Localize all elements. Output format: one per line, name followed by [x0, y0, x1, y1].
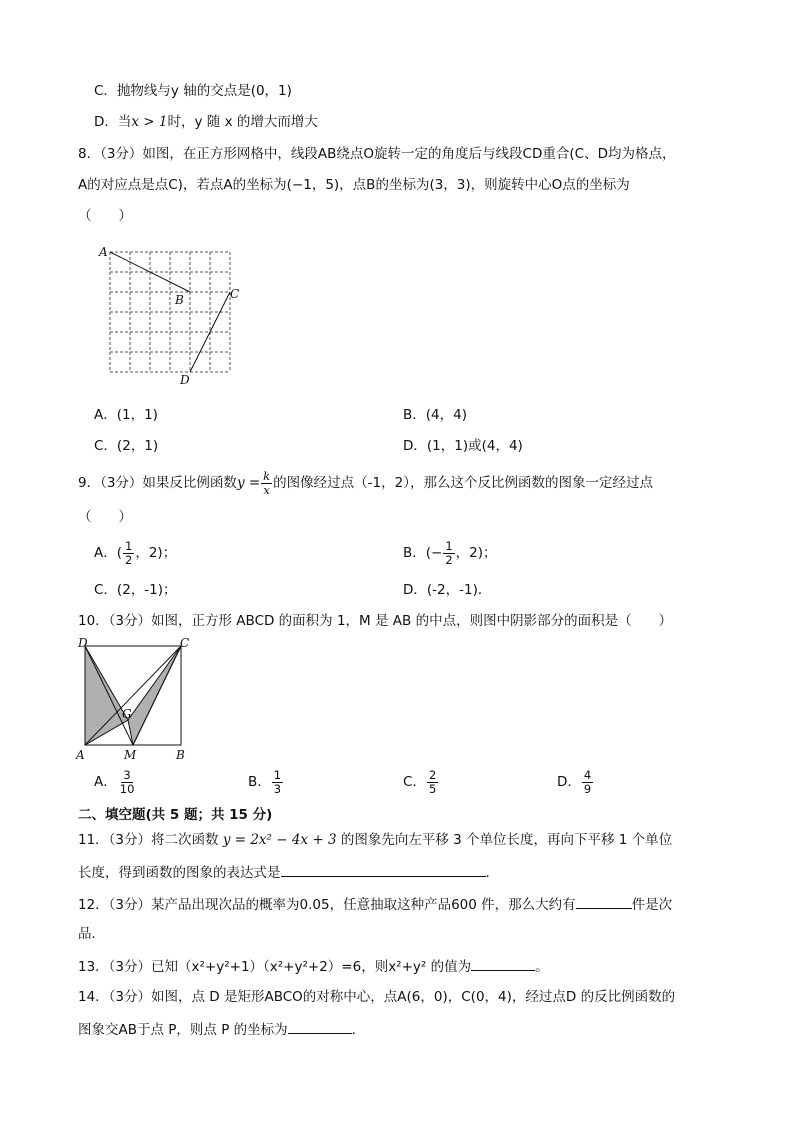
- q8-dashed-grid: [110, 252, 230, 372]
- point-b-label: B: [175, 293, 184, 307]
- q10-option-d: [557, 766, 594, 798]
- label-a: A: [76, 748, 85, 762]
- point-a-label: A: [99, 245, 108, 259]
- q10-option-b: [248, 766, 284, 798]
- q13-answer-blank[interactable]: [471, 956, 535, 971]
- q9-func-fraction: [261, 470, 272, 497]
- q14-stem-line2: [78, 1019, 365, 1039]
- q10-option-a-letter: A．: [94, 774, 117, 790]
- q9-option-a-pre: A．(: [94, 545, 123, 561]
- shaded-triangle-right: [128, 646, 181, 745]
- q10-option-b-num: 1: [273, 767, 282, 782]
- q9-option-d: D．(-2，-1)．: [403, 582, 492, 598]
- q12-pre: 12．（3分）某产品出现次品的概率为0.05，任意抽取这种产品600 件，那么大约有: [78, 897, 576, 913]
- q12-post: 件是次: [631, 897, 673, 913]
- q9-option-a-post: ，2)；: [135, 545, 177, 561]
- q10-option-a: [94, 766, 137, 798]
- q11-pre: 11．（3分）将二次函数: [78, 832, 223, 848]
- q7-option-c: C．抛物线与y 轴的交点是(0，1): [94, 83, 292, 99]
- q11-function: y = 2x² − 4x + 3: [222, 832, 337, 848]
- q8-grid-figure: [90, 238, 260, 388]
- q11-stem-line1: [78, 831, 672, 849]
- q12-answer-blank[interactable]: [576, 894, 632, 909]
- q12-stem-line1: [78, 894, 672, 914]
- q7-option-d-pre: D．当: [94, 114, 132, 130]
- q7-option-d: [94, 113, 318, 131]
- q8-option-b: B．(4，4): [403, 407, 467, 423]
- q10-square-figure: [72, 634, 202, 766]
- q10-stem: 10．（3分）如图，正方形 ABCD 的面积为 1，M 是 AB 的中点，则图中阴影部分的面积是（ ）: [78, 613, 673, 629]
- q11-line2-pre: 长度，得到函数的图象的表达式是: [78, 865, 281, 881]
- q10-option-d-fraction: [582, 769, 593, 796]
- label-b: B: [176, 748, 185, 762]
- q9-option-b-num: 1: [445, 538, 453, 553]
- q9-answer-paren: （ ）: [78, 509, 132, 525]
- q11-stem-line2: [78, 862, 499, 882]
- q10-option-c-num: 2: [428, 767, 437, 782]
- q10-option-b-den: 3: [273, 781, 282, 796]
- q9-option-a-num: 1: [125, 538, 133, 553]
- q10-option-d-letter: D．: [557, 774, 581, 790]
- q9-option-a: [94, 538, 176, 568]
- section-2-heading: 二、填空题(共 5 题；共 15 分): [78, 807, 273, 823]
- q8-stem-line2: A的对应点是点C)，若点A的坐标为(−1，5)，点B的坐标为(3，3)，则旋转中心O点的坐标为: [78, 177, 630, 193]
- q8-option-d: D．(1，1)或(4，4): [403, 438, 523, 454]
- q9-func-y: y =: [236, 475, 261, 491]
- q10-option-a-fraction: [118, 769, 137, 796]
- q9-option-b-pre: B．(−: [403, 545, 443, 561]
- q9-func-denominator: x: [263, 482, 270, 497]
- label-m: M: [124, 748, 137, 762]
- segment-mc: [133, 646, 181, 745]
- shaded-triangle-left: [85, 646, 128, 745]
- q9-stem: [78, 468, 653, 498]
- q10-option-c: [403, 766, 439, 798]
- q9-stem-pre: 9．（3分）如果反比例函数: [78, 475, 237, 491]
- point-c-label: C: [230, 287, 240, 301]
- q13-stem: [78, 956, 549, 976]
- q10-option-c-fraction: [427, 769, 438, 796]
- q10-option-a-den: 10: [119, 781, 135, 796]
- q10-option-b-fraction: [272, 769, 283, 796]
- label-d: D: [78, 636, 88, 650]
- q9-func-numerator: k: [263, 468, 271, 483]
- q12-stem-line2: 品．: [78, 926, 105, 942]
- q10-option-c-letter: C．: [403, 774, 426, 790]
- q9-option-b-den: 2: [445, 552, 453, 567]
- q10-option-c-den: 5: [428, 781, 437, 796]
- q11-line2-post: ．: [485, 865, 499, 881]
- q9-stem-post: 的图像经过点（-1，2），那么这个反比例函数的图象一定经过点: [273, 475, 653, 491]
- q9-option-a-fraction: [123, 540, 134, 567]
- q13-pre: 13．（3分）已知（x²+y²+1）（x²+y²+2）=6，则x²+y² 的值为: [78, 959, 472, 975]
- q10-option-a-num: 3: [123, 767, 131, 782]
- label-g: G: [122, 707, 132, 721]
- q8-answer-paren: （ ）: [78, 208, 132, 224]
- q11-post: 的图象先向左平移 3 个单位长度，再向下平移 1 个单位: [336, 832, 673, 848]
- q9-option-b-post: ，2)；: [455, 545, 497, 561]
- point-d-label: D: [180, 373, 190, 387]
- q11-answer-blank[interactable]: [281, 862, 486, 877]
- q9-option-b-fraction: [443, 540, 454, 567]
- q8-option-c: C．(2，1): [94, 438, 159, 454]
- q13-post: 。: [535, 959, 549, 975]
- q9-option-b: [403, 538, 497, 568]
- q14-answer-blank[interactable]: [288, 1019, 352, 1034]
- q7-option-d-math: x > 1: [131, 114, 168, 130]
- q14-line2-pre: 图象交AB于点 P，则点 P 的坐标为: [78, 1022, 288, 1038]
- q10-option-d-num: 4: [583, 767, 592, 782]
- q7-option-d-post: 时，y 随 x 的增大而增大: [167, 114, 318, 130]
- q9-option-a-den: 2: [125, 552, 133, 567]
- q10-option-b-letter: B．: [248, 774, 271, 790]
- q8-option-a: A．(1，1): [94, 407, 158, 423]
- q8-stem-line1: 8．（3分）如图，在正方形网格中，线段AB绕点O旋转一定的角度后与线段CD重合(C、D均为格点，: [78, 146, 676, 162]
- q9-option-c: C．(2，-1)；: [94, 582, 177, 598]
- q14-line2-post: ．: [351, 1022, 366, 1038]
- label-c: C: [180, 636, 190, 650]
- q14-stem-line1: 14．（3分）如图，点 D 是矩形ABCO的对称中心，点A(6，0)，C(0，4)，经过点D 的反比例函数的: [78, 989, 676, 1005]
- q10-option-d-den: 9: [583, 781, 592, 796]
